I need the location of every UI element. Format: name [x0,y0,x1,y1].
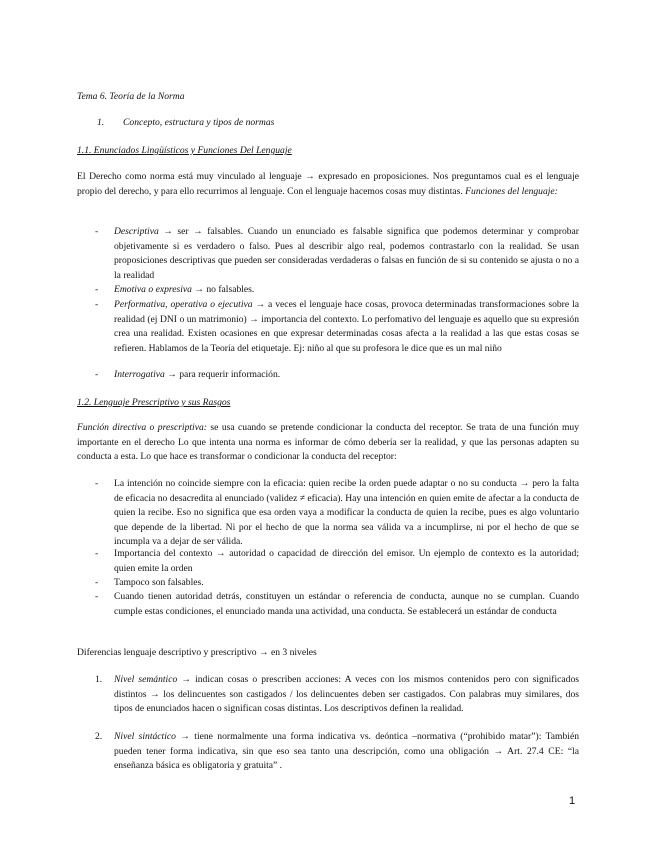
list-item-nivel-semantico [114,673,579,717]
heading-1-2: 1.2. Lenguaje Prescriptivo y sus Rasgos [77,397,231,408]
bullet-marker: - [95,478,99,489]
section-title-text: Concepto, estructura y tipos de normas [123,117,275,128]
item-term: Interrogativa [114,369,165,380]
page-number: 1 [569,795,576,807]
list-item-autoridad: Cuando tienen autoridad detrás, constituyen un estándar o referencia de conducta, aunque no se cumplan. Cuando cumple estas condiciones, el enunciado manda una actividad, una conducta. Se establecerá un estándar de conducta [114,591,579,617]
list-item-falsables: Tampoco son falsables. [114,577,204,588]
heading-1-1: 1.1. Enunciados Lingüísticos y Funciones Del Lenguaje [77,145,292,156]
intro-text: se usa cuando se pretende condicionar la conducta del receptor. Se trata de una función muy importante en el derecho Lo que intenta una norma es informar de cómo debería ser la realidad, y que las personas adapten su conducta a esta. Lo que hace es transformar o condicionar la conducta del receptor: [77,422,579,463]
paragraph-intro-1-2 [77,421,579,465]
section-title [97,117,274,128]
item-term: Descriptiva [114,226,159,237]
list-item-performativa [114,298,579,356]
bullet-marker: - [95,548,99,559]
item-term: Nivel sintáctico [114,731,176,742]
item-text: → a veces el lenguaje hace cosas, provoca determinadas transformaciones sobre la realidad (ej DNI o un matrimonio) → importancia del contexto. Lo perfomativo del lenguaje es aquello que su expresión crea una realidad. Existen ocasiones en que expresar determinadas cosas afecta a la realidad a las que estas cosas se refieren. Hablamos de la Teoría del etiquetaje. Ej: niño al que su profesora le dice que es un mal niño [114,299,579,354]
bullet-marker: - [95,591,99,602]
item-text: → para requerir información. [164,369,281,380]
intro-text: El Derecho como norma está muy vinculado al lenguaje → expresado en proposiciones. Nos preguntamos cual es el lenguaje propio del derecho, y para ello recurrimos al lenguaje. Con el lenguaje hacemos cosas muy distintas. [77,171,579,197]
list-item-intencion: La intención no coincide siempre con la eficacia: quien recibe la orden puede adaptar o no su conducta → pero la falta de eficacia no desacredita al enunciado (validez ≠ eficacia). Hay una intención en quien emite de afectar a la conducta de quien la recibe. Eso no significa que esa orden vaya a modificar la conducta de quien la recibe, pues es algo voluntario que depende de la libertad. Ni por el hecho de que la norma sea válida va a incumplirse, ni por el hecho de que se incumpla va a dejar de ser válida. [114,478,579,548]
item-text: → ser → falsables. Cuando un enunciado es falsable significa que podemos determinar y comprobar objetivamente si es verdadero o falso. Pues al describir algo real, podemos contrastarlo con la realidad. Se usan proposiciones descriptivas que pueden ser consideradas verdaderas o falsas en función de si su contenido se ajusta o no a la realidad [114,226,579,281]
paragraph-diferencias: Diferencias lenguaje descriptivo y prescriptivo → en 3 niveles [77,647,317,658]
paragraph-intro-1-1 [77,170,579,199]
section-number: 1. [97,117,105,128]
item-text: → indican cosas o prescriben acciones: A veces con los mismos contenidos pero con significados distintos → los delincuentes son castigados / los delincuentes deben ser castigados. Con palabras muy similares, dos tipos de enunciados hacen o significan cosas distintas. Los descriptivos definen la realidad. [114,674,579,715]
bullet-marker: - [95,369,99,380]
item-text: → no falsables. [191,284,255,295]
item-term: Emotiva o expresiva [114,284,192,295]
list-number: 2. [95,731,103,742]
item-term: Nivel semántico [114,674,178,685]
list-item-contexto: Importancia del contexto → autoridad o capacidad de dirección del emisor. Un ejemplo de contexto es la autoridad; quien emite la orden [114,548,579,574]
bullet-marker: - [95,284,99,295]
funciones-label: Funciones del lenguaje: [465,185,558,197]
bullet-marker: - [95,226,99,237]
bullet-marker: - [95,577,99,588]
list-item-emotiva [114,283,579,298]
list-item-interrogativa [114,368,579,383]
bullet-marker: - [95,299,99,310]
item-text: → tiene normalmente una forma indicativa vs. deóntica –normativa (“prohibido matar”): También pueden tener forma indicativa, sin que eso sea tanto una descripción, como una obligación → Art. 27.4 CE: “la enseñanza básica es obligatoria y gratuita” . [114,731,580,772]
item-term: Performativa, operativa o ejecutiva [114,299,253,310]
list-item-nivel-sintactico [114,730,579,774]
document-title: Tema 6. Teoría de la Norma [77,91,185,102]
list-number: 1. [95,674,103,685]
intro-term: Función directiva o prescriptiva: [77,422,207,433]
list-item-descriptiva [114,225,579,283]
